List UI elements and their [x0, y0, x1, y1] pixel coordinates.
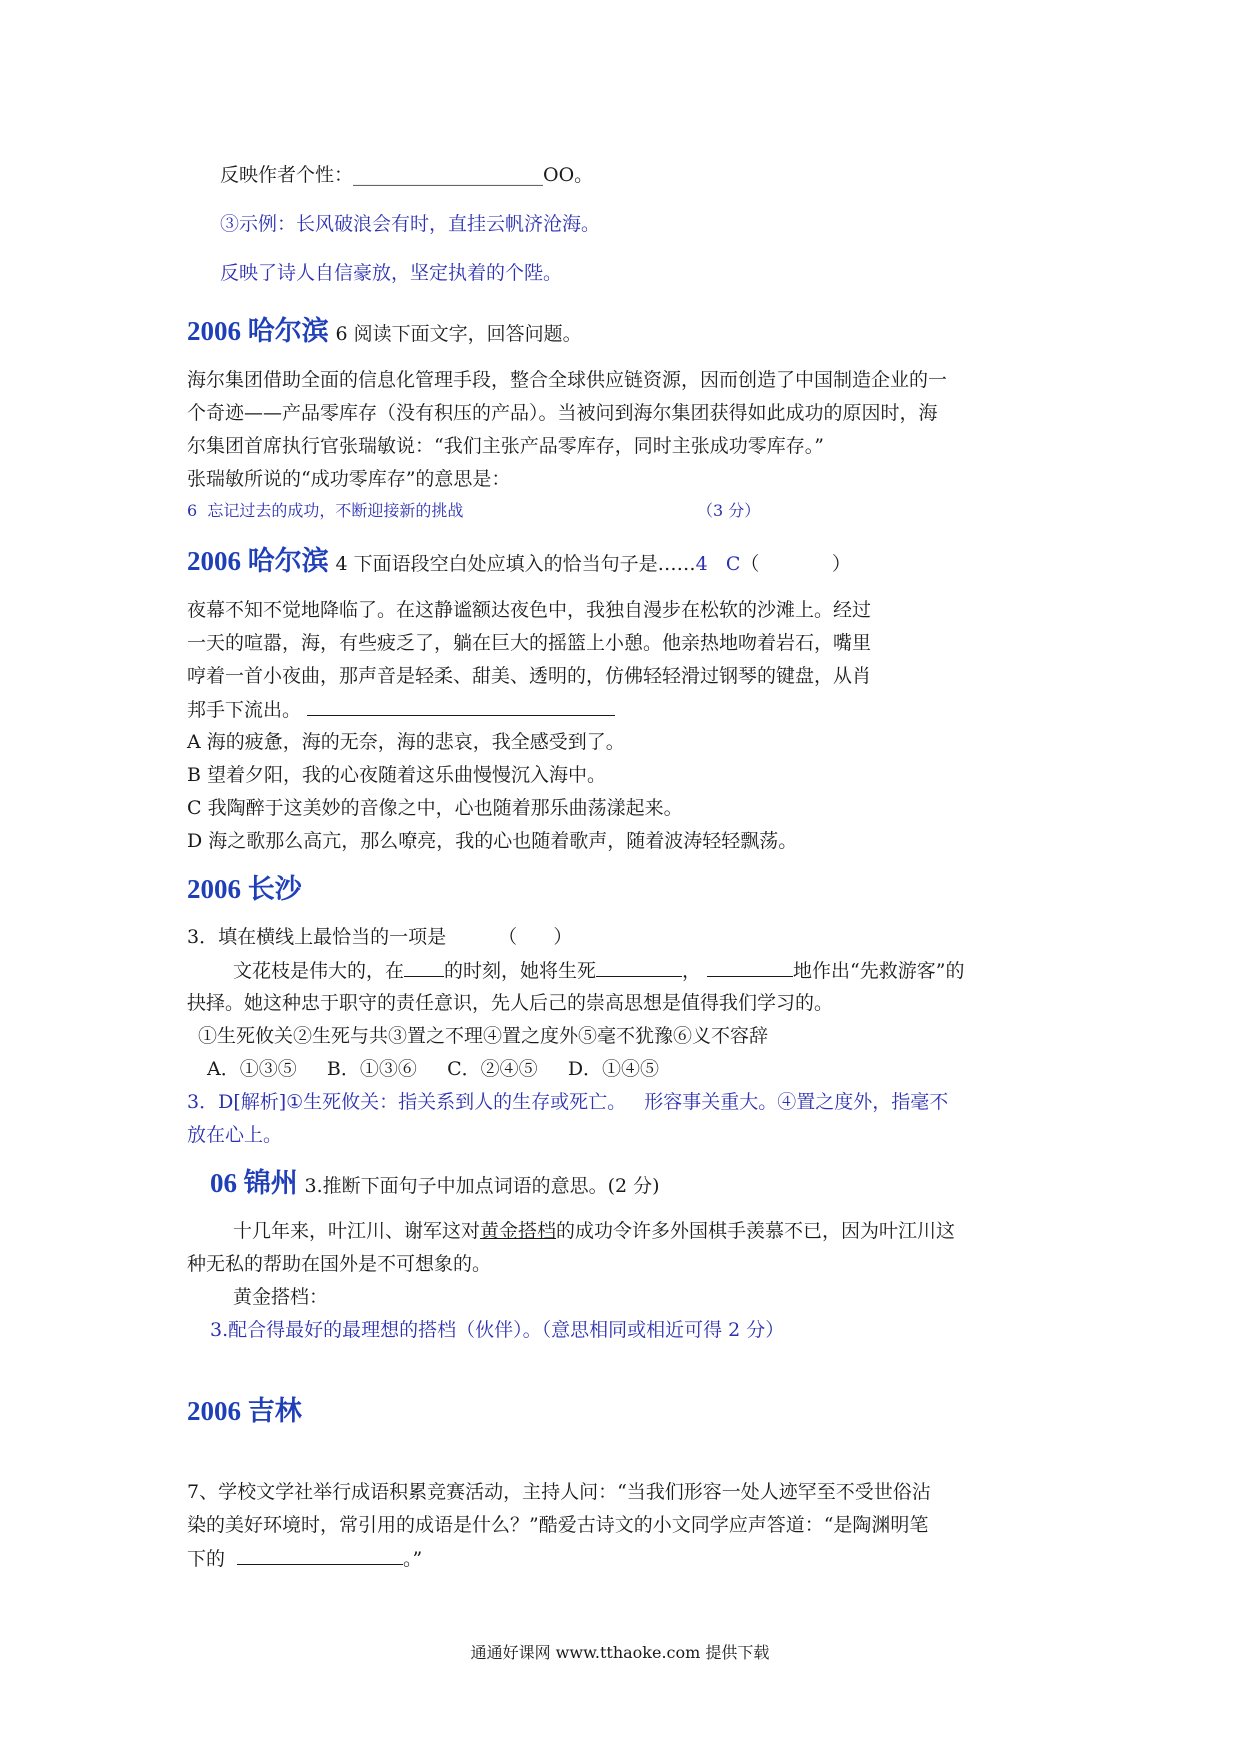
text-segment: ，: [682, 960, 702, 982]
option-b: B 望着夕阳，我的心夜随着这乐曲慢慢沉入海中。: [187, 764, 607, 786]
fill-blank: [707, 958, 793, 977]
answer-analysis: 放在心上。: [187, 1124, 283, 1146]
paragraph-line: 抉择。她这种忠于职守的责任意识，先人后己的崇高思想是值得我们学习的。: [187, 992, 834, 1014]
question-title-text: 3．填在横线上最恰当的一项是: [187, 926, 447, 948]
paragraph-line: 海尔集团借助全面的信息化管理手段，整合全球供应链资源，因而创造了中国制造企业的一: [187, 369, 948, 391]
text-segment: 十几年来，叶江川、谢军这对: [233, 1220, 481, 1242]
fill-blank: [307, 697, 615, 716]
paragraph-line: 7、学校文学社举行成语积累竞赛活动，主持人问：“当我们形容一处人迹罕至不受世俗沾: [187, 1481, 931, 1503]
answer-paren: （ ）: [498, 926, 573, 948]
answer-paren: （ ）: [740, 553, 851, 575]
answer-line: 反映作者个性：____________________OO。: [220, 164, 594, 186]
question-prompt: 张瑞敏所说的“成功零库存”的意思是：: [187, 468, 511, 490]
section-heading: 2006 吉林: [187, 1396, 302, 1426]
options-line: A．①③⑤ B．①③⑥ C．②④⑤ D．①④⑤: [207, 1058, 660, 1080]
paragraph-line: [187, 697, 615, 722]
text-segment: 地作出“先救游客”的: [793, 960, 965, 982]
answer-tag: 4 C: [695, 553, 741, 575]
question-title: 4 下面语段空白处应填入的恰当句子是……: [335, 553, 696, 575]
text-segment: 的时刻，她将生死: [444, 960, 597, 982]
option-a: A 海的疲惫，海的无奈，海的悲哀，我全感受到了。: [187, 731, 625, 753]
paragraph-line: 哼着一首小夜曲，那声音是轻柔、甜美、透明的，仿佛轻轻滑过钢琴的键盘，从肖: [187, 665, 872, 687]
underlined-term: 黄金搭档: [480, 1220, 557, 1242]
paragraph-line: 夜幕不知不觉地降临了。在这静谧额达夜色中，我独自漫步在松软的沙滩上。经过: [187, 599, 872, 621]
choice-list: ①生死攸关②生死与共③置之不理④置之度外⑤毫不犹豫⑥义不容辞: [198, 1025, 769, 1047]
question-title: [187, 925, 572, 949]
section-heading: 2006 长沙: [187, 874, 302, 904]
text-segment: 文花枝是伟大的，在: [233, 960, 405, 982]
fill-blank: [596, 958, 682, 977]
question-title: 6 阅读下面文字，回答问题。: [335, 323, 582, 345]
paragraph-line: [233, 1219, 955, 1243]
score-text: （3 分）: [697, 501, 761, 520]
answer-explanation: 反映了诗人自信豪放，坚定执着的个陛。: [220, 262, 563, 284]
paragraph-line: 种无私的帮助在国外是不可想象的。: [187, 1253, 492, 1275]
fill-blank: [404, 958, 444, 977]
section-heading: [187, 315, 582, 350]
question-title: 3.推断下面句子中加点词语的意思。(2 分): [304, 1175, 660, 1197]
answer-text: 6 忘记过去的成功，不断迎接新的挑战: [187, 501, 464, 520]
paragraph-line: [233, 958, 964, 983]
text-segment: 下的: [187, 1548, 226, 1570]
paragraph-line: 尔集团首席执行官张瑞敏说：“我们主张产品零库存，同时主张成功零库存。”: [187, 435, 824, 457]
answer-text: 3.配合得最好的最理想的搭档（伙伴）。（意思相同或相近可得 2 分）: [210, 1319, 785, 1341]
paragraph-line: [187, 1546, 422, 1571]
paragraph-line: 一天的喧嚣，海，有些疲乏了，躺在巨大的摇篮上小憩。他亲热地吻着岩石，嘴里: [187, 632, 872, 654]
page-footer: 通通好课网 www.tthaoke.com 提供下载: [470, 1643, 770, 1662]
paragraph-text: 邦手下流出。: [187, 699, 302, 721]
fill-blank: [237, 1546, 403, 1565]
answer-example: ③示例：长风破浪会有时，直挂云帆济沧海。: [220, 213, 601, 235]
paragraph-line: 染的美好环境时，常引用的成语是什么？”酷爱古诗文的小文同学应声答道：“是陶渊明笔: [187, 1514, 929, 1536]
paragraph-line: 个奇迹——产品零库存（没有积压的产品）。当被问到海尔集团获得如此成功的原因时，海: [187, 402, 938, 424]
section-heading-label: 06 锦州: [210, 1168, 298, 1198]
answer-analysis: 3．D[解析]①生死攸关：指关系到人的生存或死亡。 形容事关重大。④置之度外，指毫不: [187, 1091, 949, 1113]
text-segment: 。”: [403, 1548, 423, 1570]
section-heading: [210, 1167, 660, 1202]
section-heading: [187, 545, 851, 580]
option-d: D 海之歌那么高亢，那么嘹亮，我的心也随着歌声，随着波涛轻轻飘荡。: [187, 830, 798, 852]
section-heading-label: 2006 哈尔滨: [187, 546, 329, 576]
text-segment: 的成功令许多外国棋手羡慕不已，因为叶江川这: [556, 1220, 956, 1242]
question-prompt: 黄金搭档：: [233, 1286, 329, 1308]
option-c: C 我陶醉于这美妙的音像之中，心也随着那乐曲荡漾起来。: [187, 797, 683, 819]
section-heading-label: 2006 哈尔滨: [187, 316, 329, 346]
